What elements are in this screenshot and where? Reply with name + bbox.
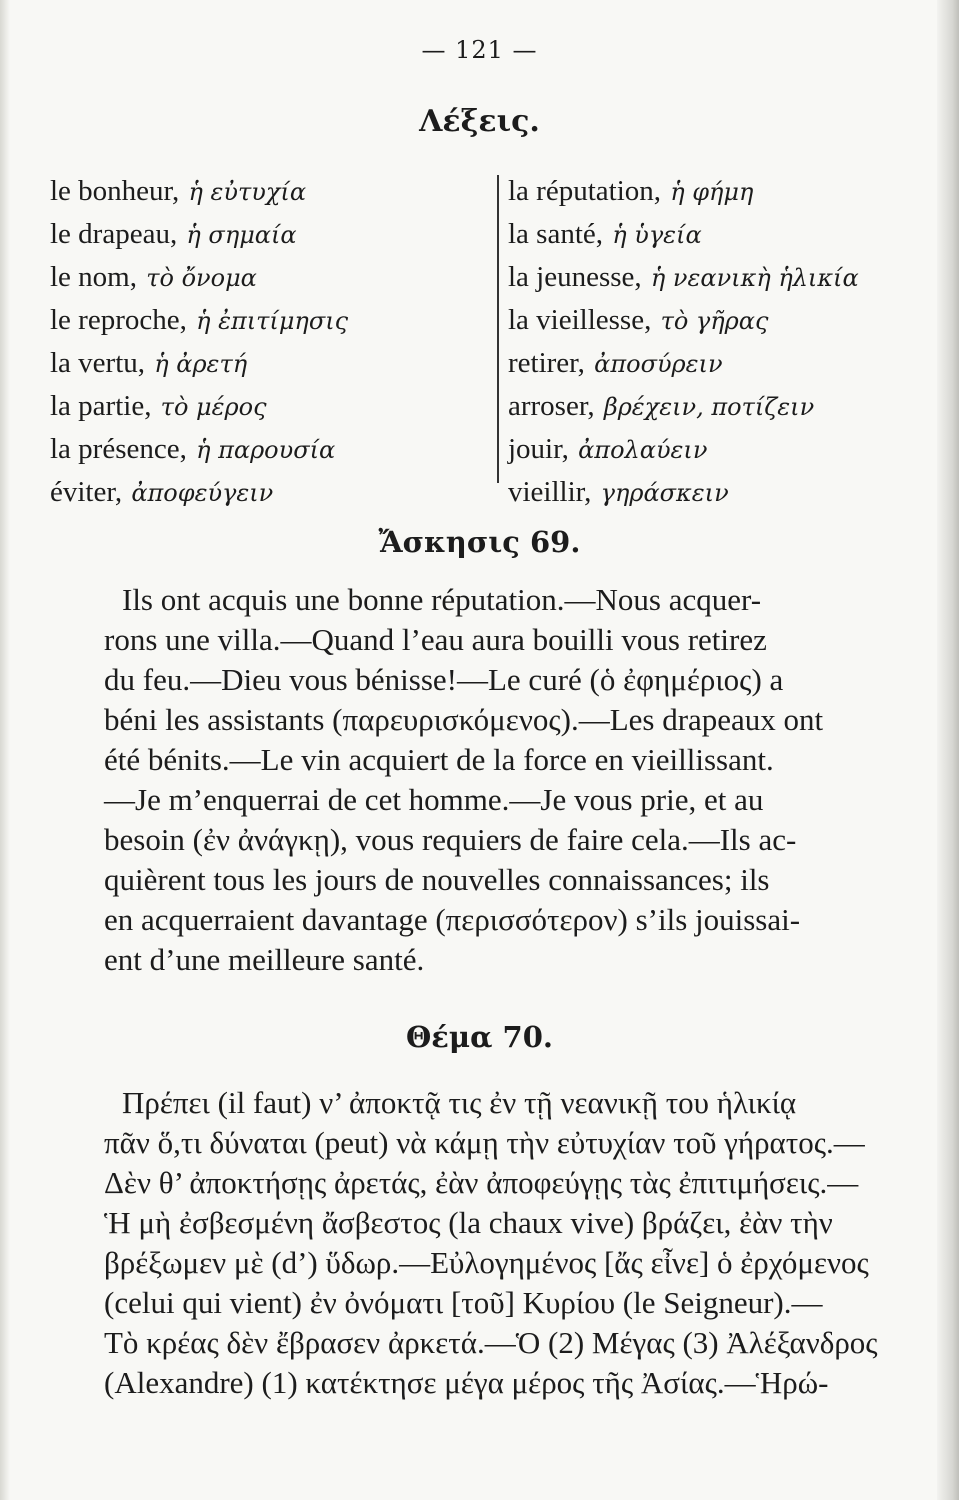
vocab-right-item-5 bbox=[508, 342, 928, 385]
vocab-french: la réputation, bbox=[508, 175, 662, 207]
vocab-french: retirer, bbox=[508, 347, 585, 379]
exercise-69-line-4: béni les assistants (παρευρισκόμενος).—Les drapeaux ont bbox=[104, 702, 824, 737]
vocab-french: la jeunesse, bbox=[508, 261, 642, 293]
vocab-left-item-4 bbox=[50, 299, 470, 342]
vocab-french: la santé, bbox=[508, 218, 604, 250]
vocab-greek: ἡ φήμη bbox=[670, 178, 754, 206]
vocab-greek: ἡ σημαία bbox=[186, 221, 297, 249]
vocab-greek: ἡ νεανικὴ ἡλικία bbox=[650, 264, 859, 292]
page-right-edge bbox=[937, 0, 959, 1500]
vocab-french: la vertu, bbox=[50, 347, 146, 379]
vocab-french: éviter, bbox=[50, 476, 123, 508]
exercise-69-line-6: —Je m’enquerrai de cet homme.—Je vous prie, et au bbox=[104, 782, 764, 817]
theme-70-line-7: Τὸ κρέας δὲν ἔβρασεν ἀρκετά.—Ὁ (2) Μέγας (3) Ἀλέξανδρος bbox=[104, 1325, 878, 1360]
vocab-french: le bonheur, bbox=[50, 175, 180, 207]
theme-70-line-3: Δὲν θ’ ἀποκτήσῃς ἀρετάς, ἐὰν ἀποφεύγῃς τὰς ἐπιτιμήσεις.— bbox=[104, 1165, 859, 1200]
vocab-left-item-8 bbox=[50, 471, 470, 514]
vocab-right-item-3 bbox=[508, 256, 928, 299]
vocab-greek: ἡ ἀρετή bbox=[154, 350, 248, 378]
vocab-right-item-7 bbox=[508, 428, 928, 471]
theme-70-title: Θέμα 70. bbox=[406, 1020, 553, 1054]
exercise-69-line-3: du feu.—Dieu vous bénisse!—Le curé (ὁ ἐφημέριος) a bbox=[104, 662, 784, 697]
vocab-greek: ἡ παρουσία bbox=[196, 436, 336, 464]
vocab-left-item-5 bbox=[50, 342, 470, 385]
exercise-69-line-9: en acquerraient davantage (περισσότερον) s’ils jouissai- bbox=[104, 902, 801, 937]
theme-70-line-4: Ἡ μὴ ἐσβεσμένη ἄσβεστος (la chaux vive) βράζει, ἐὰν τὴν bbox=[104, 1205, 833, 1240]
page-number: — 121 — bbox=[421, 36, 538, 64]
vocab-left-item-1 bbox=[50, 170, 470, 213]
exercise-69-line-2: rons une villa.—Quand l’eau aura bouilli vous retirez bbox=[104, 622, 767, 657]
exercise-69-line-5: été bénits.—Le vin acquiert de la force en vieillissant. bbox=[104, 742, 774, 777]
vocab-french: le drapeau, bbox=[50, 218, 178, 250]
vocab-greek: ἡ ὑγεία bbox=[612, 221, 702, 249]
vocab-greek: τὸ μέρος bbox=[160, 393, 267, 421]
vocab-greek: ἡ εὐτυχία bbox=[188, 178, 307, 206]
vocab-right-item-4 bbox=[508, 299, 928, 342]
vocab-right-item-8 bbox=[508, 471, 928, 514]
vocab-french: la partie, bbox=[50, 390, 152, 422]
vocab-french: la vieillesse, bbox=[508, 304, 652, 336]
vocab-french: la présence, bbox=[50, 433, 187, 465]
vocab-left-item-7 bbox=[50, 428, 470, 471]
vocab-greek: ἀποσύρειν bbox=[594, 350, 723, 378]
vocab-right-item-2 bbox=[508, 213, 928, 256]
vocab-greek: ἀπολαύειν bbox=[578, 436, 708, 464]
exercise-69-text bbox=[104, 580, 924, 980]
vocabulary-left-column bbox=[50, 170, 470, 514]
vocab-greek: τὸ ὄνομα bbox=[146, 264, 257, 292]
vocabulary-divider bbox=[497, 175, 499, 483]
vocab-greek: τὸ γῆρας bbox=[660, 307, 769, 335]
vocab-greek: ἡ ἐπιτίμησις bbox=[196, 307, 349, 335]
page-left-shadow bbox=[0, 0, 10, 1500]
vocab-french: le reproche, bbox=[50, 304, 187, 336]
vocab-french: jouir, bbox=[508, 433, 569, 465]
theme-70-line-6: (celui qui vient) ἐν ὀνόματι [τοῦ] Κυρίου (le Seigneur).— bbox=[104, 1285, 823, 1320]
vocab-greek: ἀποφεύγειν bbox=[131, 479, 274, 507]
vocab-left-item-2 bbox=[50, 213, 470, 256]
vocab-greek: βρέχειν, ποτίζειν bbox=[603, 393, 815, 421]
vocab-french: le nom, bbox=[50, 261, 137, 293]
theme-70-line-8: (Alexandre) (1) κατέκτησε μέγα μέρος τῆς Ἀσίας.—Ἡρώ- bbox=[104, 1365, 829, 1400]
theme-70-line-5: βρέξωμεν μὲ (d’) ὕδωρ.—Εὐλογημένος [ἄς εἶνε] ὁ ἐρχόμενος bbox=[104, 1245, 869, 1280]
vocab-left-item-3 bbox=[50, 256, 470, 299]
theme-70-line-1: Πρέπει (il faut) ν’ ἀποκτᾷ τις ἐν τῇ νεανικῇ του ἡλικίᾳ bbox=[122, 1085, 797, 1120]
theme-70-text bbox=[104, 1083, 924, 1403]
vocab-french: arroser, bbox=[508, 390, 595, 422]
vocabulary-right-column bbox=[508, 170, 928, 514]
exercise-69-line-10: ent d’une meilleure santé. bbox=[104, 942, 425, 977]
exercise-69-title: Ἄσκησις 69. bbox=[378, 525, 581, 559]
vocab-left-item-6 bbox=[50, 385, 470, 428]
vocab-right-item-6 bbox=[508, 385, 928, 428]
vocab-greek: γηράσκειν bbox=[600, 479, 729, 507]
exercise-69-line-8: quièrent tous les jours de nouvelles connaissances; ils bbox=[104, 862, 770, 897]
vocab-right-item-1 bbox=[508, 170, 928, 213]
exercise-69-line-7: besoin (ἐν ἀνάγκῃ), vous requiers de faire cela.—Ils ac- bbox=[104, 822, 797, 857]
theme-70-line-2: πᾶν ὅ,τι δύναται (peut) νὰ κάμῃ τὴν εὐτυχίαν τοῦ γήρατος.— bbox=[104, 1125, 865, 1160]
vocab-french: vieillir, bbox=[508, 476, 592, 508]
vocabulary-title: Λέξεις. bbox=[419, 104, 540, 139]
exercise-69-line-1: Ils ont acquis une bonne réputation.—Nous acquer- bbox=[122, 582, 762, 617]
